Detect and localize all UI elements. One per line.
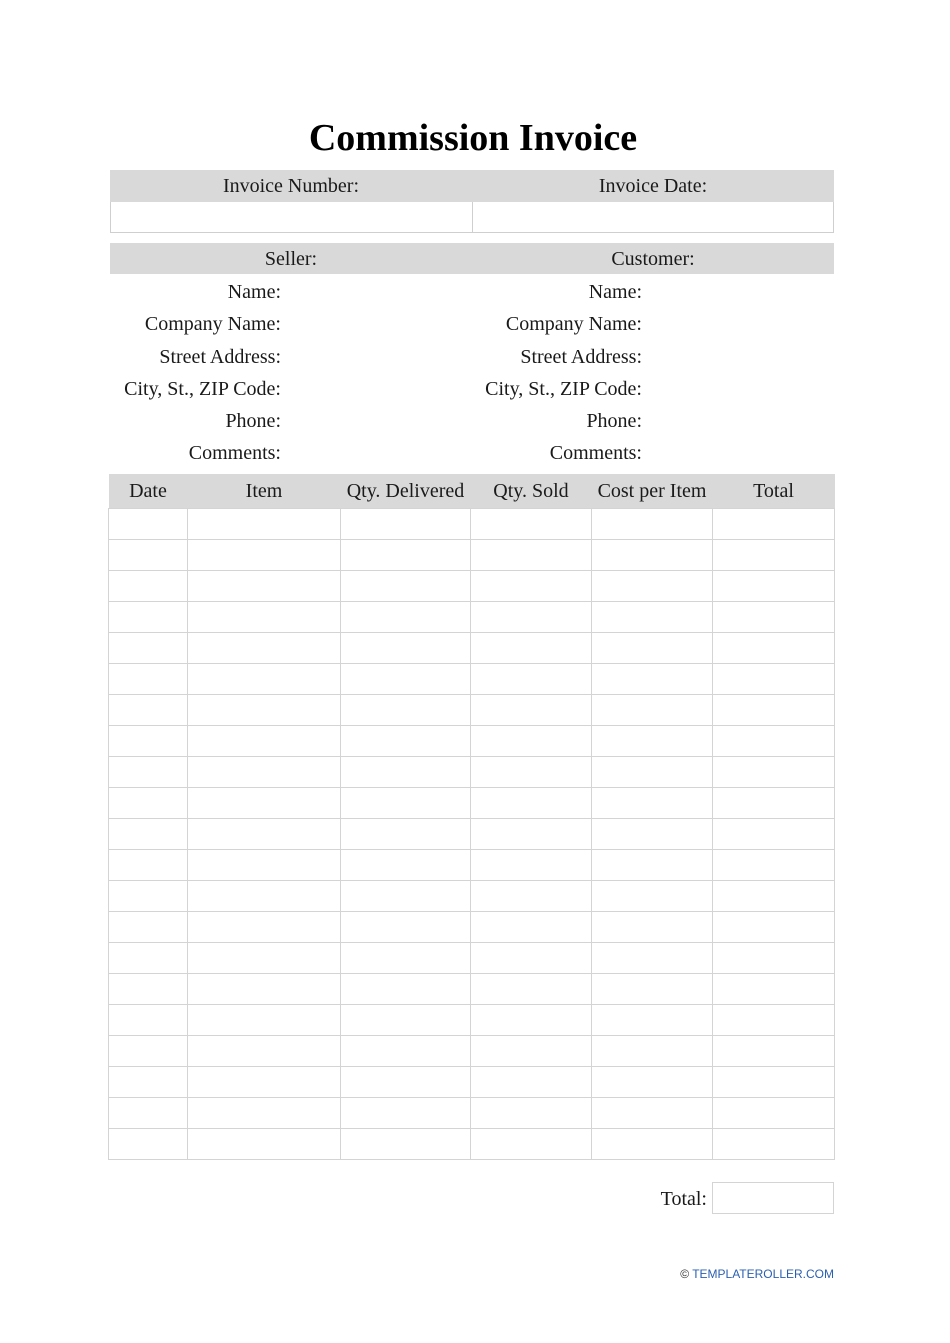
column-header-qty-sold: Qty. Sold [471, 474, 592, 509]
cell-qty-delivered[interactable] [341, 1067, 471, 1098]
table-row [109, 571, 835, 602]
cell-cost-per-item[interactable] [592, 974, 713, 1005]
table-row [109, 1036, 835, 1067]
cell-cost-per-item[interactable] [592, 602, 713, 633]
cell-qty-sold[interactable] [471, 974, 592, 1005]
cell-qty-delivered[interactable] [341, 881, 471, 912]
cell-total[interactable] [713, 540, 835, 571]
table-row [109, 1129, 835, 1160]
cell-qty-delivered[interactable] [341, 1036, 471, 1067]
cell-date[interactable] [109, 664, 188, 695]
customer-phone-label: Phone: [586, 410, 642, 433]
seller-heading: Seller: [264, 248, 318, 270]
cell-total[interactable] [713, 881, 835, 912]
customer-company-label: Company Name: [505, 313, 642, 336]
copyright-symbol: © [680, 1267, 690, 1281]
invoice-date-label: Invoice Date: [598, 175, 708, 197]
grand-total-label: Total: [660, 1188, 707, 1210]
table-row [109, 757, 835, 788]
cell-date[interactable] [109, 974, 188, 1005]
invoice-info-block [110, 170, 834, 233]
cell-item[interactable] [188, 757, 341, 788]
cell-cost-per-item[interactable] [592, 1098, 713, 1129]
cell-qty-delivered[interactable] [341, 664, 471, 695]
cell-qty-sold[interactable] [471, 1098, 592, 1129]
cell-total[interactable] [713, 1098, 835, 1129]
column-header-total: Total [713, 474, 835, 509]
invoice-number-field[interactable] [111, 202, 473, 232]
cell-qty-sold[interactable] [471, 1129, 592, 1160]
table-row [109, 850, 835, 881]
footer-site-link[interactable]: TEMPLATEROLLER.COM [692, 1267, 834, 1281]
column-header-item: Item [188, 474, 341, 509]
table-row [109, 943, 835, 974]
cell-date[interactable] [109, 850, 188, 881]
table-row [109, 1067, 835, 1098]
cell-cost-per-item[interactable] [592, 695, 713, 726]
invoice-info-header [110, 170, 834, 202]
customer-city-label: City, St., ZIP Code: [485, 377, 642, 400]
cell-qty-delivered[interactable] [341, 633, 471, 664]
cell-total[interactable] [713, 819, 835, 850]
cell-date[interactable] [109, 819, 188, 850]
cell-total[interactable] [713, 1005, 835, 1036]
cell-total[interactable] [713, 602, 835, 633]
cell-cost-per-item[interactable] [592, 912, 713, 943]
invoice-info-fields [110, 202, 834, 233]
cell-total[interactable] [713, 571, 835, 602]
cell-item[interactable] [188, 509, 341, 540]
table-row [109, 1005, 835, 1036]
cell-qty-sold[interactable] [471, 1036, 592, 1067]
footer-credit [680, 1267, 834, 1281]
cell-item[interactable] [188, 788, 341, 819]
cell-total[interactable] [713, 633, 835, 664]
cell-date[interactable] [109, 1129, 188, 1160]
cell-qty-sold[interactable] [471, 912, 592, 943]
party-header [110, 243, 834, 274]
cell-cost-per-item[interactable] [592, 571, 713, 602]
cell-cost-per-item[interactable] [592, 664, 713, 695]
cell-date[interactable] [109, 788, 188, 819]
cell-total[interactable] [713, 788, 835, 819]
cell-item[interactable] [188, 695, 341, 726]
cell-cost-per-item[interactable] [592, 633, 713, 664]
seller-city-label: City, St., ZIP Code: [124, 377, 281, 400]
cell-qty-delivered[interactable] [341, 788, 471, 819]
cell-date[interactable] [109, 633, 188, 664]
cell-date[interactable] [109, 1036, 188, 1067]
customer-comments-label: Comments: [549, 442, 642, 465]
cell-item[interactable] [188, 1005, 341, 1036]
cell-qty-delivered[interactable] [341, 726, 471, 757]
cell-qty-delivered[interactable] [341, 1129, 471, 1160]
table-row [109, 509, 835, 540]
cell-qty-sold[interactable] [471, 633, 592, 664]
cell-total[interactable] [713, 664, 835, 695]
cell-total[interactable] [713, 695, 835, 726]
invoice-number-label: Invoice Number: [222, 175, 360, 197]
cell-item[interactable] [188, 1036, 341, 1067]
cell-item[interactable] [188, 943, 341, 974]
cell-date[interactable] [109, 1005, 188, 1036]
cell-total[interactable] [713, 1067, 835, 1098]
seller-name-label: Name: [227, 281, 281, 303]
cell-qty-delivered[interactable] [341, 509, 471, 540]
cell-qty-sold[interactable] [471, 509, 592, 540]
customer-name-label: Name: [588, 281, 642, 303]
seller-company-label: Company Name: [144, 313, 281, 336]
customer-street-label: Street Address: [520, 345, 642, 368]
cell-total[interactable] [713, 850, 835, 881]
cell-qty-delivered[interactable] [341, 571, 471, 602]
cell-item[interactable] [188, 819, 341, 850]
cell-cost-per-item[interactable] [592, 819, 713, 850]
table-row [109, 540, 835, 571]
cell-date[interactable] [109, 912, 188, 943]
cell-qty-sold[interactable] [471, 943, 592, 974]
seller-details [100, 276, 281, 470]
cell-date[interactable] [109, 1098, 188, 1129]
cell-total[interactable] [713, 726, 835, 757]
cell-item[interactable] [188, 602, 341, 633]
cell-total[interactable] [713, 509, 835, 540]
page-title: Commission Invoice [308, 117, 638, 159]
cell-qty-sold[interactable] [471, 664, 592, 695]
cell-item[interactable] [188, 881, 341, 912]
table-header-row [109, 474, 835, 509]
cell-item[interactable] [188, 540, 341, 571]
cell-date[interactable] [109, 695, 188, 726]
table-row [109, 1098, 835, 1129]
cell-qty-delivered[interactable] [341, 602, 471, 633]
cell-cost-per-item[interactable] [592, 1067, 713, 1098]
cell-date[interactable] [109, 540, 188, 571]
seller-comments-label: Comments: [188, 442, 281, 465]
cell-qty-sold[interactable] [471, 695, 592, 726]
cell-qty-delivered[interactable] [341, 695, 471, 726]
cell-date[interactable] [109, 757, 188, 788]
cell-cost-per-item[interactable] [592, 881, 713, 912]
line-items-table [108, 474, 835, 1160]
cell-qty-delivered[interactable] [341, 1005, 471, 1036]
cell-qty-delivered[interactable] [341, 850, 471, 881]
cell-cost-per-item[interactable] [592, 788, 713, 819]
cell-qty-sold[interactable] [471, 757, 592, 788]
cell-item[interactable] [188, 726, 341, 757]
table-row [109, 881, 835, 912]
cell-cost-per-item[interactable] [592, 850, 713, 881]
cell-total[interactable] [713, 757, 835, 788]
cell-date[interactable] [109, 602, 188, 633]
invoice-date-field[interactable] [473, 202, 834, 232]
table-row [109, 695, 835, 726]
cell-qty-sold[interactable] [471, 726, 592, 757]
cell-item[interactable] [188, 633, 341, 664]
cell-qty-sold[interactable] [471, 788, 592, 819]
cell-qty-delivered[interactable] [341, 540, 471, 571]
cell-qty-sold[interactable] [471, 1005, 592, 1036]
cell-qty-delivered[interactable] [341, 943, 471, 974]
cell-total[interactable] [713, 1129, 835, 1160]
grand-total-field[interactable] [712, 1182, 834, 1214]
cell-qty-sold[interactable] [471, 850, 592, 881]
cell-date[interactable] [109, 881, 188, 912]
table-body [109, 509, 835, 1160]
column-header-date: Date [109, 474, 188, 509]
cell-total[interactable] [713, 943, 835, 974]
table-row [109, 788, 835, 819]
cell-date[interactable] [109, 509, 188, 540]
table-row [109, 664, 835, 695]
seller-phone-label: Phone: [225, 410, 281, 433]
cell-qty-delivered[interactable] [341, 974, 471, 1005]
cell-qty-sold[interactable] [471, 881, 592, 912]
cell-item[interactable] [188, 912, 341, 943]
cell-qty-delivered[interactable] [341, 912, 471, 943]
cell-cost-per-item[interactable] [592, 1129, 713, 1160]
cell-cost-per-item[interactable] [592, 509, 713, 540]
cell-total[interactable] [713, 912, 835, 943]
table-row [109, 819, 835, 850]
table-row [109, 974, 835, 1005]
cell-cost-per-item[interactable] [592, 1036, 713, 1067]
cell-item[interactable] [188, 1067, 341, 1098]
cell-qty-sold[interactable] [471, 540, 592, 571]
customer-details [460, 276, 642, 470]
cell-cost-per-item[interactable] [592, 943, 713, 974]
cell-qty-delivered[interactable] [341, 1098, 471, 1129]
cell-cost-per-item[interactable] [592, 726, 713, 757]
cell-qty-sold[interactable] [471, 602, 592, 633]
table-row [109, 726, 835, 757]
customer-heading: Customer: [611, 248, 695, 270]
cell-item[interactable] [188, 571, 341, 602]
cell-total[interactable] [713, 1036, 835, 1067]
cell-total[interactable] [713, 974, 835, 1005]
table-row [109, 633, 835, 664]
cell-date[interactable] [109, 726, 188, 757]
cell-item[interactable] [188, 850, 341, 881]
cell-item[interactable] [188, 1129, 341, 1160]
cell-date[interactable] [109, 943, 188, 974]
cell-qty-sold[interactable] [471, 571, 592, 602]
cell-date[interactable] [109, 1067, 188, 1098]
cell-date[interactable] [109, 571, 188, 602]
cell-item[interactable] [188, 664, 341, 695]
table-row [109, 602, 835, 633]
cell-item[interactable] [188, 974, 341, 1005]
cell-item[interactable] [188, 1098, 341, 1129]
column-header-qty-delivered: Qty. Delivered [341, 474, 471, 509]
cell-qty-sold[interactable] [471, 819, 592, 850]
cell-cost-per-item[interactable] [592, 1005, 713, 1036]
seller-street-label: Street Address: [159, 345, 281, 368]
cell-cost-per-item[interactable] [592, 540, 713, 571]
table-row [109, 912, 835, 943]
column-header-cost-per-item: Cost per Item [592, 474, 713, 509]
cell-cost-per-item[interactable] [592, 757, 713, 788]
cell-qty-delivered[interactable] [341, 757, 471, 788]
cell-qty-delivered[interactable] [341, 819, 471, 850]
cell-qty-sold[interactable] [471, 1067, 592, 1098]
